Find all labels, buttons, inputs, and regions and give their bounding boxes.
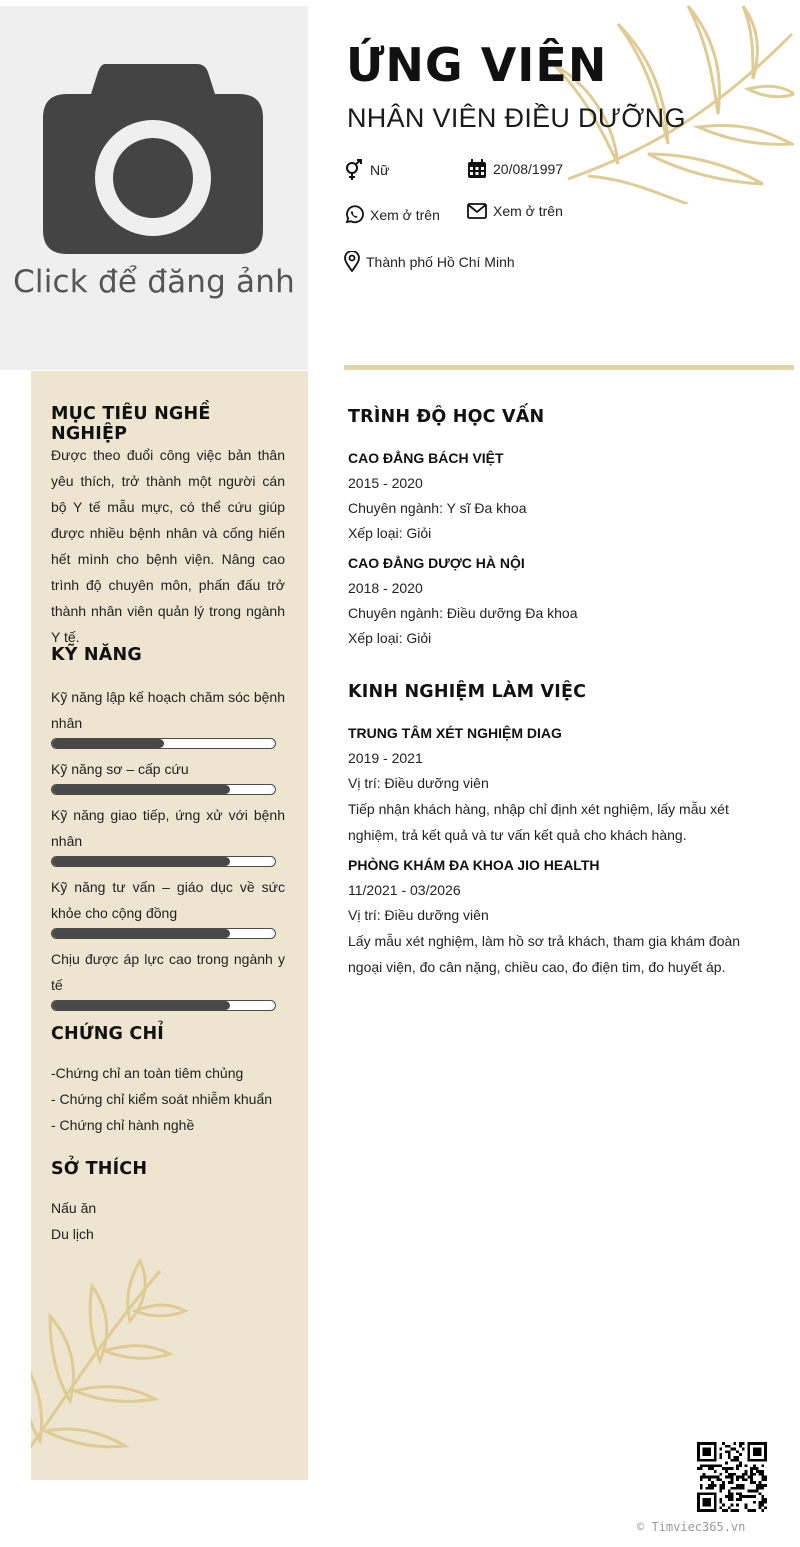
skill-bar <box>51 738 276 749</box>
email-value: Xem ở trên <box>493 203 563 219</box>
certificate-item: - Chứng chỉ hành nghề <box>51 1117 195 1133</box>
education-grade: Xếp loại: Giỏi <box>348 630 432 646</box>
phone-value: Xem ở trên <box>370 207 440 223</box>
skill-label: Chịu được áp lực cao trong ngành y tế <box>51 951 285 993</box>
skill-label: Kỹ năng sơ – cấp cứu <box>51 761 189 777</box>
certificates-title: CHỨNG CHỈ <box>51 1024 165 1044</box>
school-name: CAO ĐẲNG BÁCH VIỆT <box>348 450 504 466</box>
education-entry <box>348 446 748 546</box>
skill-item <box>51 946 285 1011</box>
experience-period: 2019 - 2021 <box>348 750 423 766</box>
gender-info <box>344 159 389 181</box>
objective-text: Được theo đuổi công việc bản thân yêu thích, trở thành một người cán bộ Y tế mẫu mực, có thể cứu giúp được nhiều bệnh nhân và cống hiến hết mình cho bệnh viện. Nâng cao trình độ chuyên môn, phấn đấu trở thành nhân viên quản lý trong ngành Y tế. <box>51 447 285 645</box>
objective-title: MỤC TIÊU NGHỀ NGHIỆP <box>51 404 211 444</box>
experience-description: Lấy mẫu xét nghiệm, làm hồ sơ trả khách, tham gia khám đoàn ngoại viện, đo cân nặng, chiều cao, đo điện tim, đo huyết áp. <box>348 933 741 975</box>
skills-list <box>51 684 285 1018</box>
whatsapp-icon <box>344 205 364 225</box>
copyright: © Timviec365.vn <box>637 1520 746 1534</box>
mail-icon <box>467 203 487 219</box>
company-name: TRUNG TÂM XÉT NGHIỆM DIAG <box>348 725 562 741</box>
photo-upload[interactable] <box>0 6 308 370</box>
skill-label: Kỹ năng lập kế hoạch chăm sóc bệnh nhân <box>51 689 285 731</box>
skill-item <box>51 802 285 867</box>
skill-bar-fill <box>52 857 230 866</box>
experience-role: Vị trí: Điều dưỡng viên <box>348 775 489 791</box>
experience-role: Vị trí: Điều dưỡng viên <box>348 907 489 923</box>
address-value: Thành phố Hồ Chí Minh <box>366 253 515 270</box>
qr-code-icon <box>697 1442 767 1512</box>
skills-title: KỸ NĂNG <box>51 645 142 665</box>
education-entry <box>348 551 748 651</box>
skill-bar <box>51 1000 276 1011</box>
phone-info <box>344 205 440 225</box>
skill-bar <box>51 856 276 867</box>
skill-item <box>51 874 285 939</box>
education-list <box>348 446 748 656</box>
photo-caption: Click để đăng ảnh <box>13 264 295 300</box>
candidate-position: NHÂN VIÊN ĐIỀU DƯỠNG <box>347 103 686 133</box>
experience-entry <box>348 853 748 980</box>
skill-item <box>51 756 285 795</box>
company-name: PHÒNG KHÁM ĐA KHOA JIO HEALTH <box>348 857 600 873</box>
school-name: CAO ĐẲNG DƯỢC HÀ NỘI <box>348 555 525 571</box>
address-info <box>344 251 515 272</box>
skill-label: Kỹ năng giao tiếp, ứng xử với bệnh nhân <box>51 807 285 849</box>
experience-title: KINH NGHIỆM LÀM VIỆC <box>348 682 587 702</box>
certificate-item: -Chứng chỉ an toàn tiêm chủng <box>51 1065 244 1081</box>
education-period: 2015 - 2020 <box>348 475 423 491</box>
email-info <box>467 203 563 219</box>
birthday-value: 20/08/1997 <box>493 161 564 177</box>
skill-item <box>51 684 285 749</box>
education-major: Chuyên ngành: Điều dưỡng Đa khoa <box>348 605 578 621</box>
skill-bar-fill <box>52 929 230 938</box>
calendar-icon <box>467 159 487 179</box>
gender-icon <box>344 159 364 181</box>
hobbies-title: SỞ THÍCH <box>51 1159 148 1179</box>
skill-bar-fill <box>52 785 230 794</box>
education-title: TRÌNH ĐỘ HỌC VẤN <box>348 407 545 427</box>
skill-bar-fill <box>52 739 164 748</box>
skill-bar <box>51 928 276 939</box>
skill-label: Kỹ năng tư vấn – giáo dục về sức khỏe cho cộng đồng <box>51 879 285 921</box>
skill-bar <box>51 784 276 795</box>
certificates-list <box>51 1060 272 1138</box>
skill-bar-fill <box>52 1001 230 1010</box>
experience-description: Tiếp nhận khách hàng, nhập chỉ định xét nghiệm, lấy mẫu xét nghiệm, trả kết quả và tư vấn kết quả cho khách hàng. <box>348 801 729 843</box>
hobbies-list <box>51 1195 96 1247</box>
education-major: Chuyên ngành: Y sĩ Đa khoa <box>348 500 527 516</box>
experience-list <box>348 721 748 985</box>
hobby-item: Du lịch <box>51 1226 94 1242</box>
gender-value: Nữ <box>370 162 390 178</box>
education-period: 2018 - 2020 <box>348 580 423 596</box>
birthday-info <box>467 159 563 179</box>
left-sidebar <box>31 371 308 1480</box>
experience-period: 11/2021 - 03/2026 <box>348 882 461 898</box>
education-grade: Xếp loại: Giỏi <box>348 525 432 541</box>
leaf-decoration-icon <box>31 1251 200 1480</box>
experience-entry <box>348 721 748 848</box>
header-divider <box>344 365 794 370</box>
candidate-name: ỨNG VIÊN <box>346 38 608 92</box>
location-pin-icon <box>344 251 360 272</box>
hobby-item: Nấu ăn <box>51 1200 97 1216</box>
certificate-item: - Chứng chỉ kiểm soát nhiễm khuẩn <box>51 1091 273 1107</box>
camera-icon <box>43 64 263 256</box>
